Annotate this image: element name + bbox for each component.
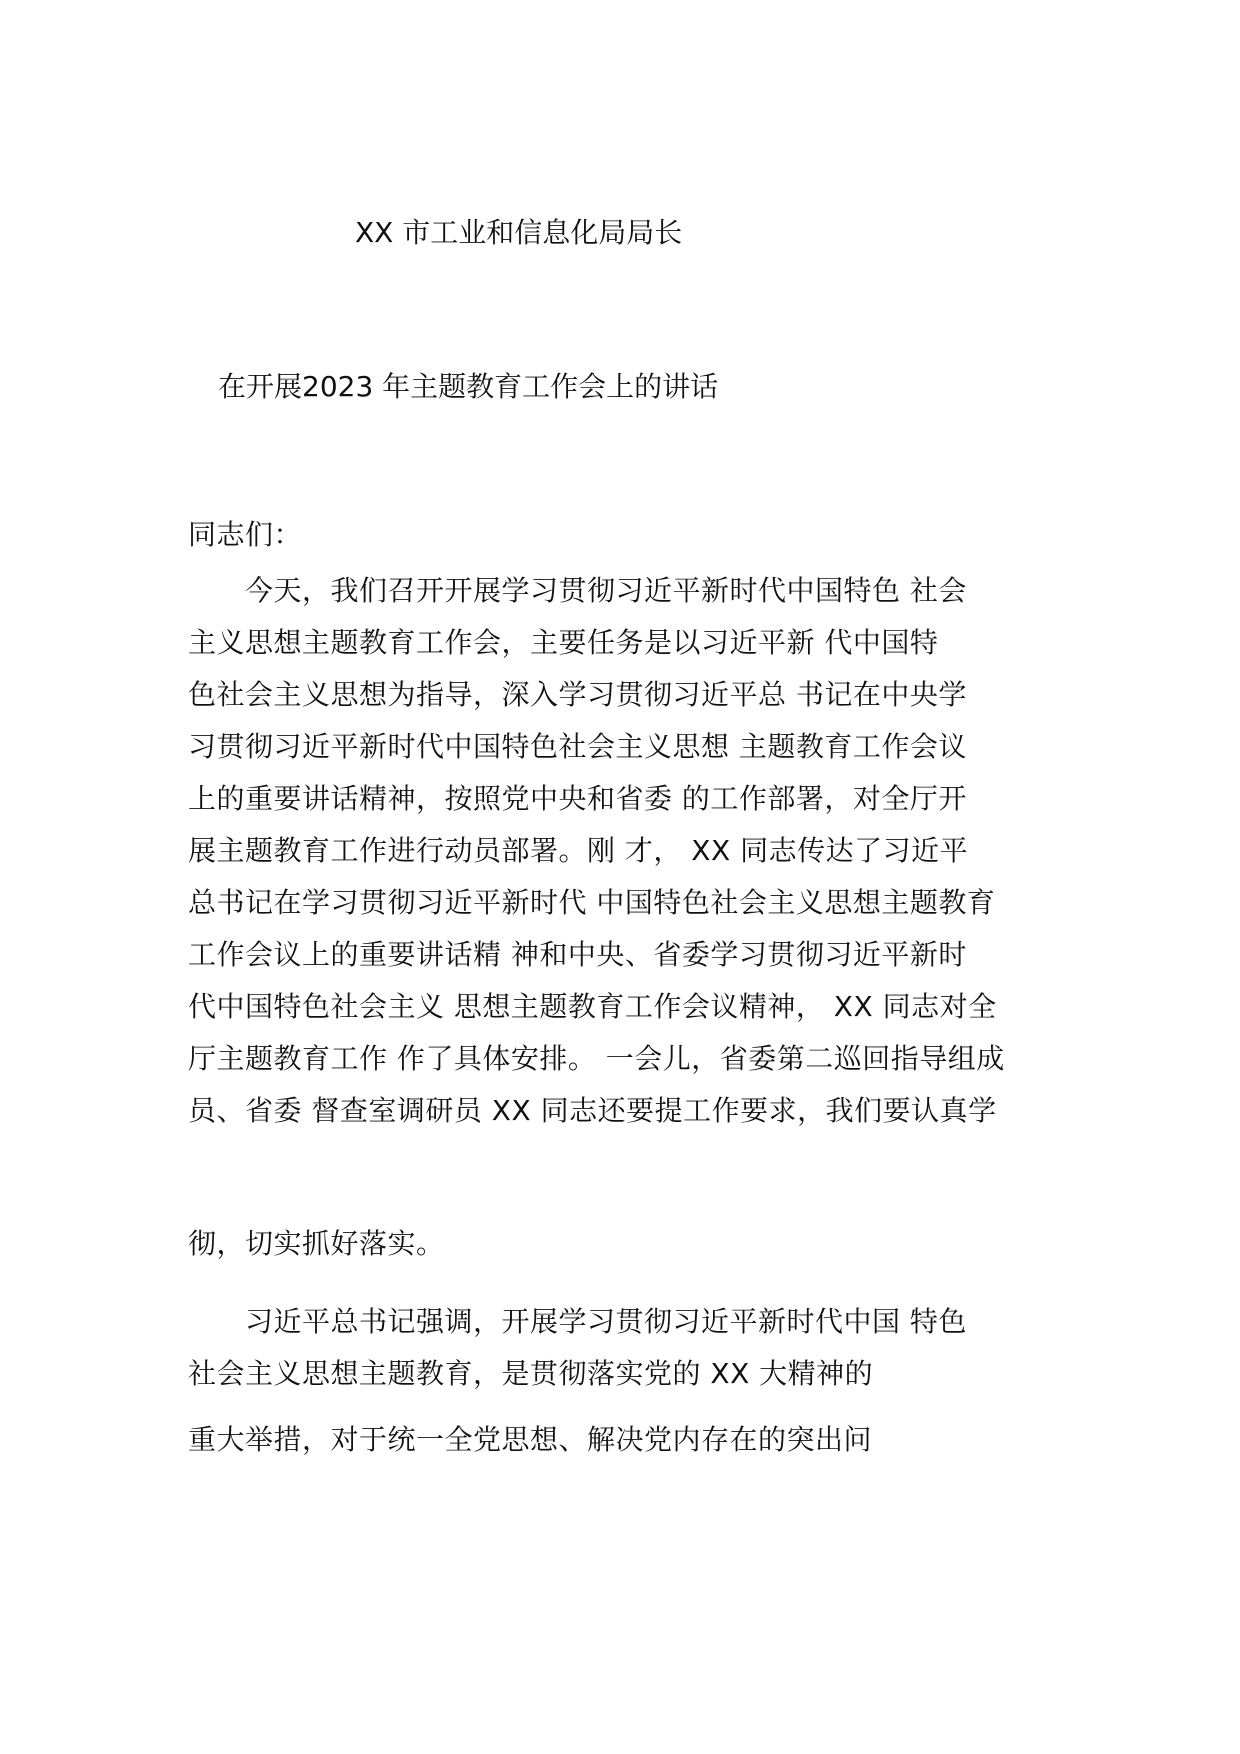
body-line: 员、省委 督查室调研员 XX 同志还要提工作要求，我们要认真学 [188,1094,997,1127]
body-line: 代中国特色社会主义 思想主题教育工作会议精神， XX 同志对全 [188,990,997,1023]
body-line: 上的重要讲话精神，按照党中央和省委 的工作部署，对全厅开 [188,782,967,815]
body-line: 社会主义思想主题教育，是贯彻落实党的 XX 大精神的 [188,1357,874,1390]
body-line: 习近平总书记强调，开展学习贯彻习近平新时代中国 特色 [188,1305,967,1338]
body-line: 主义思想主题教育工作会，主要任务是以习近平新 代中国特 [188,626,939,659]
body-line: 习贯彻习近平新时代中国特色社会主义思想 主题教育工作会议 [188,730,967,763]
body-line: 展主题教育工作进行动员部署。刚 才， XX 同志传达了习近平 [188,834,969,867]
document-title-line-1: XX 市工业和信息化局局长 [355,216,683,249]
body-line: 彻，切实抓好落实。 [188,1227,445,1260]
body-line: 今天，我们召开开展学习贯彻习近平新时代中国特色 社会 [188,574,967,607]
body-line: 工作会议上的重要讲话精 神和中央、省委学习贯彻习近平新时 [188,938,967,971]
body-line: 总书记在学习贯彻习近平新时代 中国特色社会主义思想主题教育 [188,886,996,919]
document-title-line-2: 在开展2023 年主题教育工作会上的讲话 [218,370,719,403]
body-line: 重大举措，对于统一全党思想、解决党内存在的突出问 [188,1423,873,1456]
salutation: 同志们： [188,518,303,551]
body-line: 厅主题教育工作 作了具体安排。 一会儿，省委第二巡回指导组成 [188,1042,1005,1075]
body-line: 色社会主义思想为指导，深入学习贯彻习近平总 书记在中央学 [188,678,967,711]
